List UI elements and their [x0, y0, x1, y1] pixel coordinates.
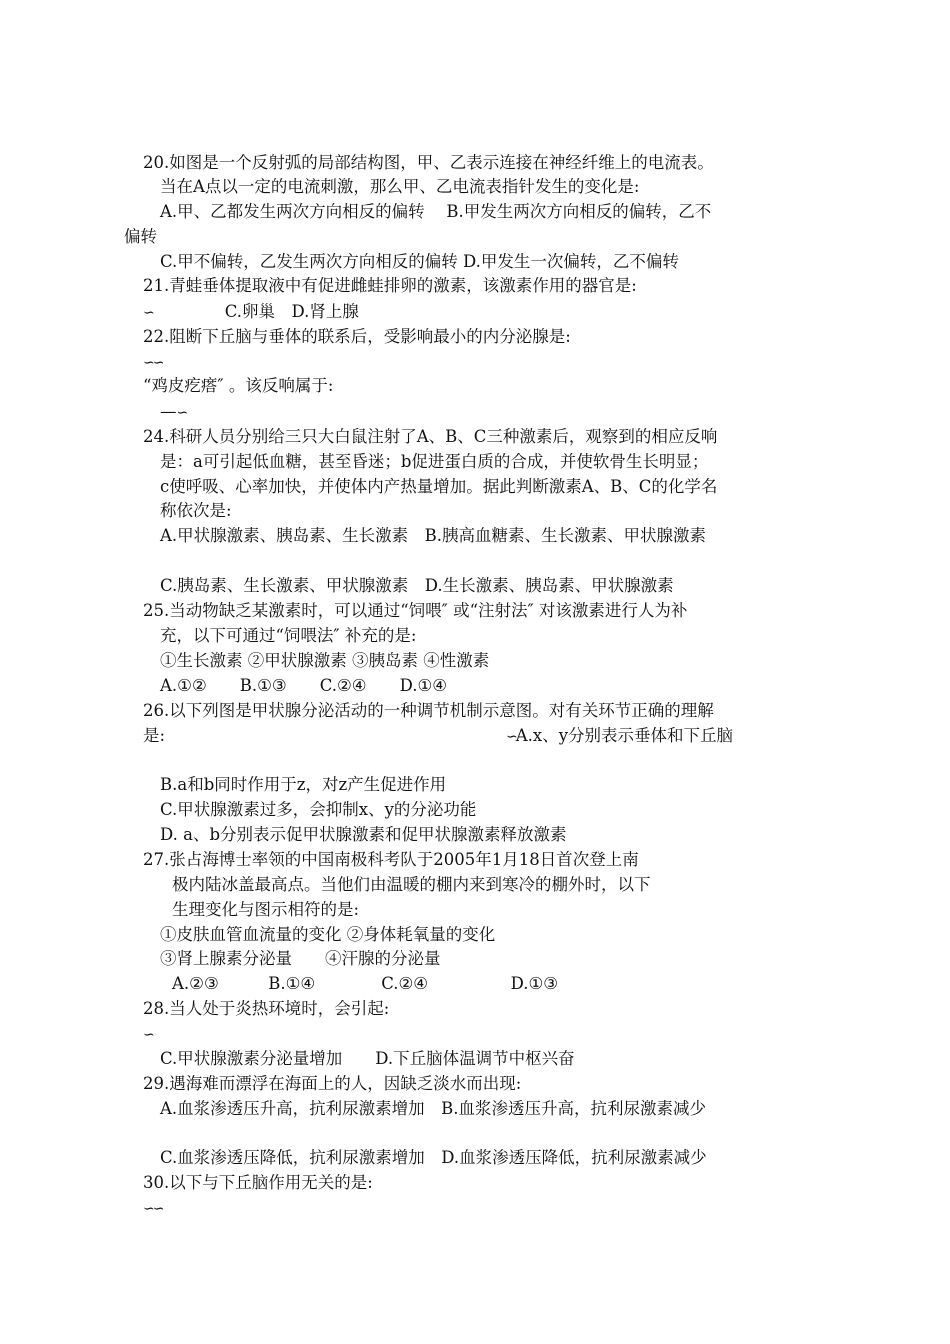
garbled-symbol-icon: ∽: [143, 1027, 153, 1043]
q21-options: [143, 301, 359, 324]
q26-option-c: C.甲状腺激素过多，会抑制x、y的分泌功能: [160, 800, 477, 819]
q24-stem-cont-1: 是：a可引起低血糖，甚至昏迷；b促进蛋白质的合成，并使软骨生长明显；: [160, 452, 709, 471]
q30-stem: 30.以下与下丘脑作用无关的是:: [143, 1173, 373, 1192]
q21-options-text: C.卵巢 D.肾上腺: [224, 302, 359, 321]
q26-stem-cont: 是:: [143, 726, 166, 745]
q25-items: ①生长激素 ②甲状腺激素 ③胰岛素 ④性激素: [160, 651, 490, 670]
q21-stem: 21.青蛙垂体提取液中有促进雌蛙排卵的激素，该激素作用的器官是:: [143, 276, 637, 295]
q27-options: A.②③ B.①④ C.②④ D.①③: [172, 974, 559, 993]
q28-stem: 28.当人处于炎热环境时，会引起:: [143, 999, 390, 1018]
q22-options-garbled: [143, 351, 162, 374]
q26-option-a: ∽A.x、y分别表示垂体和下丘脑: [506, 725, 733, 748]
q24-stem-cont-2: c使呼吸、心率加快，并使体内产热量增加。据此判断激素A、B、C的化学名: [160, 477, 718, 496]
q20-options-cd: C.甲不偏转，乙发生两次方向相反的偏转 D.甲发生一次偏转，乙不偏转: [160, 252, 679, 271]
q28-options-cd: C.甲状腺激素分泌量增加 D.下丘脑体温调节中枢兴奋: [160, 1049, 575, 1068]
q25-options: A.①② B.①③ C.②④ D.①④: [160, 676, 448, 695]
q27-stem-cont-1: 极内陆冰盖最高点。当他们由温暖的棚内来到寒冷的棚外时，以下: [172, 875, 651, 894]
garbled-symbol-icon: ∽∽: [143, 355, 163, 371]
q29-options-cd: C.血浆渗透压降低，抗利尿激素增加 D.血浆渗透压降低，抗利尿激素减少: [160, 1148, 707, 1167]
q26-option-d: D. a、b分别表示促甲状腺激素和促甲状腺激素释放激素: [160, 825, 567, 844]
q24-options-cd: C.胰岛素、生长激素、甲状腺激素 D.生长激素、胰岛素、甲状腺激素: [160, 576, 674, 595]
q20-stem-cont: 当在A点以一定的电流刺激，那么甲、乙电流表指针发生的变化是:: [160, 177, 640, 196]
q23-options-garbled: —∽: [160, 401, 186, 424]
q30-options-garbled: [143, 1197, 162, 1220]
q25-stem-cont: 充，以下可通过“饲喂法″ 补充的是:: [160, 626, 417, 645]
q20-options-ab: A.甲、乙都发生两次方向相反的偏转 B.甲发生两次方向相反的偏转，乙不: [160, 202, 712, 221]
q26-stem: 26.以下列图是甲状腺分泌活动的一种调节机制示意图。对有关环节正确的理解: [143, 701, 714, 720]
q25-stem: 25.当动物缺乏某激素时，可以通过“饲喂″ 或“注射法″ 对该激素进行人为补: [143, 601, 688, 620]
q27-stem: 27.张占海博士率领的中国南极科考队于2005年1月18日首次登上南: [143, 850, 639, 869]
q28-options-garbled: [143, 1023, 153, 1046]
garbled-symbol-icon: ∽: [143, 305, 153, 321]
q20-stem: 20.如图是一个反射弧的局部结构图，甲、乙表示连接在神经纤维上的电流表。: [143, 153, 714, 172]
garbled-symbol-icon: ∽: [176, 405, 187, 421]
garbled-symbol-icon: ∽∽: [143, 1201, 163, 1217]
q22-stem: 22.阻断下丘脑与垂体的联系后，受影响最小的内分泌腺是:: [143, 327, 571, 346]
q29-stem: 29.遇海难而漂浮在海面上的人，因缺乏淡水而出现:: [143, 1074, 522, 1093]
q26-option-b: B.a和b同时作用于z，对z产生促进作用: [160, 775, 447, 794]
q27-items-2: ③肾上腺素分泌量 ④汗腺的分泌量: [160, 949, 441, 968]
q27-items-1: ①皮肤血管血流量的变化 ②身体耗氧量的变化: [160, 925, 496, 944]
q29-options-ab: A.血浆渗透压升高，抗利尿激素增加 B.血浆渗透压升高，抗利尿激素减少: [160, 1099, 707, 1118]
q27-stem-cont-2: 生理变化与图示相符的是:: [172, 900, 360, 919]
q20-options-ab-wrap: 偏转: [124, 227, 157, 246]
q24-stem-cont-3: 称依次是:: [160, 501, 232, 520]
q24-options-ab: A.甲状腺激素、胰岛素、生长激素 B.胰高血糖素、生长激素、甲状腺激素: [160, 526, 707, 545]
q23-stem-fragment: “鸡皮疙瘩″ 。该反响属于:: [143, 376, 334, 395]
q24-stem: 24.科研人员分别给三只大白鼠注射了A、B、C三种激素后，观察到的相应反响: [143, 427, 718, 446]
garbled-symbol-icon: ∽: [506, 729, 516, 745]
